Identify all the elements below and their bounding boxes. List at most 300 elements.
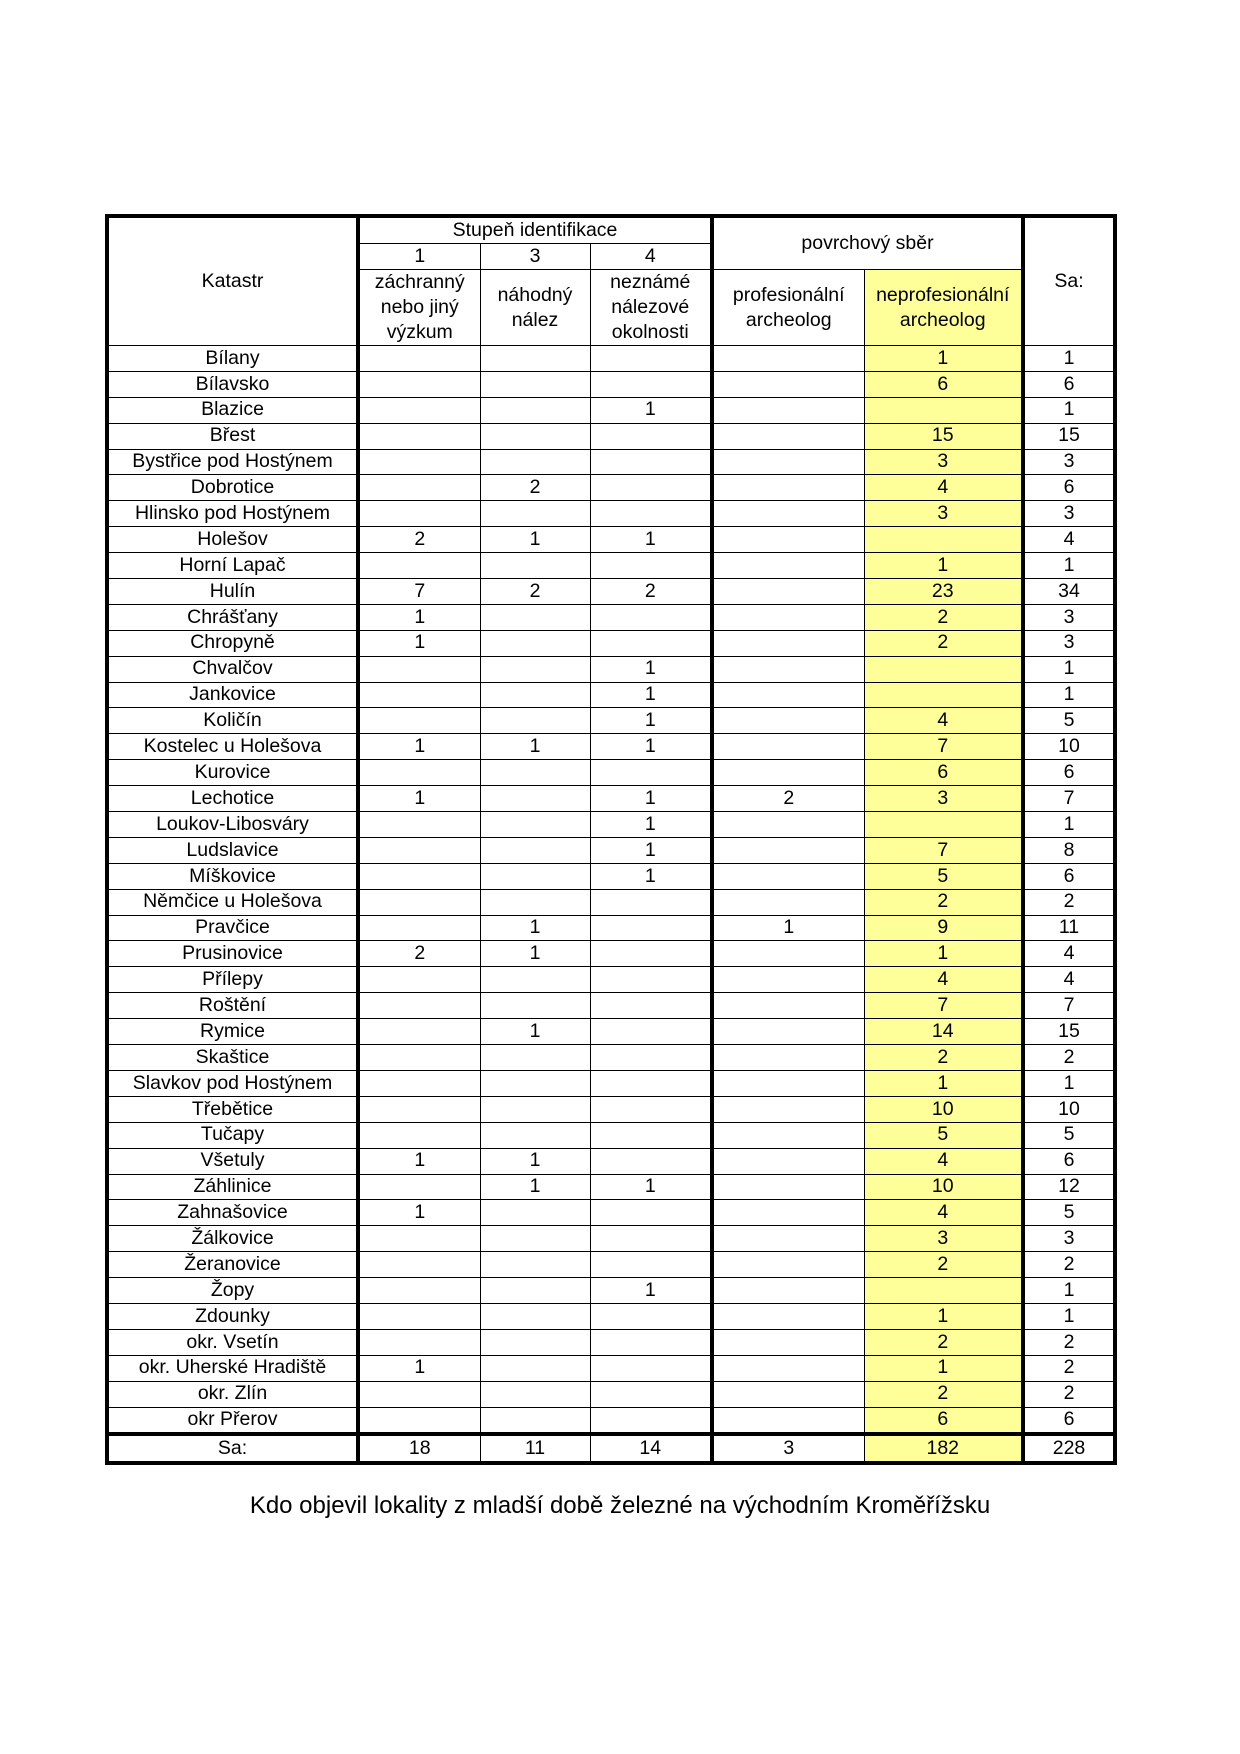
table-row [107,708,1115,734]
cell-neprofesionalni: 5 [864,863,1023,889]
cell-sa: 5 [1023,708,1115,734]
cell-zachranny [358,1070,480,1096]
cell-profesionalni [712,527,864,553]
cell-neprofesionalni: 1 [864,553,1023,579]
cell-nahodny [480,786,590,812]
caption: Kdo objevil lokality z mladší době železné na východním Kroměřížsku [249,1492,991,1519]
cell-nezname [590,760,712,786]
total-sa: 228 [1023,1434,1115,1463]
cell-sa: 5 [1023,1200,1115,1226]
cell-neprofesionalni: 1 [864,941,1023,967]
cell-nahodny [480,1226,590,1252]
cell-zachranny [358,1122,480,1148]
header-sa: Sa: [1023,216,1115,346]
cell-neprofesionalni: 4 [864,708,1023,734]
cell-profesionalni [712,1381,864,1407]
cell-sa: 5 [1023,1122,1115,1148]
cell-zachranny: 1 [358,1355,480,1381]
total-katastr: Sa: [107,1434,358,1463]
cell-nezname [590,1200,712,1226]
cell-neprofesionalni: 23 [864,579,1023,605]
cell-neprofesionalni: 6 [864,371,1023,397]
cell-katastr: Míškovice [107,863,358,889]
cell-nahodny [480,1252,590,1278]
cell-zachranny: 7 [358,579,480,605]
cell-nahodny [480,1122,590,1148]
cell-sa: 1 [1023,1070,1115,1096]
cell-neprofesionalni: 4 [864,1200,1023,1226]
cell-neprofesionalni: 7 [864,734,1023,760]
table-row [107,604,1115,630]
table-row [107,501,1115,527]
cell-profesionalni [712,1329,864,1355]
cell-neprofesionalni: 7 [864,993,1023,1019]
cell-zachranny [358,1278,480,1304]
cell-zachranny [358,475,480,501]
cell-katastr: Hulín [107,579,358,605]
total-neprofesionalni: 182 [864,1434,1023,1463]
cell-zachranny [358,682,480,708]
header-num-1: 1 [358,244,480,270]
cell-nahodny [480,967,590,993]
cell-profesionalni [712,760,864,786]
table-row [107,863,1115,889]
cell-katastr: Lechotice [107,786,358,812]
table-row [107,682,1115,708]
cell-nezname [590,1226,712,1252]
table-wrapper [105,214,1117,1465]
cell-neprofesionalni: 2 [864,1329,1023,1355]
cell-profesionalni [712,579,864,605]
table-row [107,1045,1115,1071]
cell-sa: 2 [1023,1355,1115,1381]
cell-nahodny [480,863,590,889]
cell-katastr: Bílavsko [107,371,358,397]
cell-katastr: Kostelec u Holešova [107,734,358,760]
cell-profesionalni [712,449,864,475]
cell-nahodny [480,1355,590,1381]
cell-katastr: Loukov-Libosváry [107,812,358,838]
cell-katastr: Žeranovice [107,1252,358,1278]
table-row [107,1070,1115,1096]
header-profesionalni: profesionální archeolog [712,270,864,346]
cell-nezname [590,1252,712,1278]
table-row [107,475,1115,501]
cell-zachranny [358,967,480,993]
cell-neprofesionalni [864,656,1023,682]
cell-neprofesionalni [864,1278,1023,1304]
cell-zachranny [358,553,480,579]
cell-profesionalni [712,993,864,1019]
cell-sa: 12 [1023,1174,1115,1200]
cell-nahodny: 1 [480,734,590,760]
cell-nezname [590,1303,712,1329]
cell-nezname [590,475,712,501]
table-row [107,371,1115,397]
cell-sa: 2 [1023,1252,1115,1278]
cell-nezname: 1 [590,863,712,889]
cell-nezname [590,1381,712,1407]
cell-sa: 6 [1023,760,1115,786]
cell-nahodny: 2 [480,475,590,501]
cell-sa: 34 [1023,579,1115,605]
cell-nahodny [480,1045,590,1071]
cell-profesionalni [712,1096,864,1122]
cell-neprofesionalni: 2 [864,630,1023,656]
cell-katastr: Chropyně [107,630,358,656]
cell-profesionalni: 1 [712,915,864,941]
cell-katastr: Količín [107,708,358,734]
cell-profesionalni [712,1070,864,1096]
cell-neprofesionalni: 2 [864,1252,1023,1278]
cell-profesionalni [712,1045,864,1071]
cell-sa: 7 [1023,786,1115,812]
cell-sa: 1 [1023,1278,1115,1304]
cell-profesionalni [712,708,864,734]
cell-katastr: Holešov [107,527,358,553]
totals-row [107,1434,1115,1463]
cell-nezname: 1 [590,682,712,708]
table-row [107,837,1115,863]
cell-sa: 10 [1023,1096,1115,1122]
cell-katastr: Přílepy [107,967,358,993]
cell-katastr: Ludslavice [107,837,358,863]
cell-neprofesionalni: 2 [864,1381,1023,1407]
cell-nezname [590,604,712,630]
cell-nezname [590,1070,712,1096]
cell-profesionalni [712,1303,864,1329]
cell-profesionalni [712,501,864,527]
table-row [107,527,1115,553]
cell-nezname: 1 [590,786,712,812]
cell-zachranny [358,1096,480,1122]
cell-profesionalni [712,397,864,423]
cell-sa: 15 [1023,423,1115,449]
cell-zachranny [358,1252,480,1278]
cell-nahodny: 1 [480,1174,590,1200]
cell-katastr: okr Přerov [107,1407,358,1434]
cell-nahodny: 1 [480,1019,590,1045]
cell-nezname [590,1045,712,1071]
cell-katastr: Hlinsko pod Hostýnem [107,501,358,527]
cell-zachranny [358,1019,480,1045]
cell-katastr: Jankovice [107,682,358,708]
cell-nahodny: 1 [480,1148,590,1174]
cell-nahodny [480,1278,590,1304]
cell-sa: 4 [1023,941,1115,967]
cell-neprofesionalni: 4 [864,1148,1023,1174]
cell-nezname [590,1096,712,1122]
cell-nezname: 1 [590,734,712,760]
table-row [107,889,1115,915]
cell-zachranny [358,993,480,1019]
cell-nahodny [480,397,590,423]
cell-katastr: Chvalčov [107,656,358,682]
cell-sa: 2 [1023,1329,1115,1355]
cell-nahodny [480,1381,590,1407]
cell-neprofesionalni: 3 [864,786,1023,812]
cell-profesionalni [712,863,864,889]
header-neprofesionalni: neprofesionální archeolog [864,270,1023,346]
cell-katastr: Skaštice [107,1045,358,1071]
cell-katastr: Zdounky [107,1303,358,1329]
table-row [107,1226,1115,1252]
cell-neprofesionalni: 6 [864,760,1023,786]
cell-katastr: Bílany [107,346,358,372]
cell-nahodny: 2 [480,579,590,605]
cell-katastr: Roštění [107,993,358,1019]
cell-katastr: Bystřice pod Hostýnem [107,449,358,475]
cell-zachranny [358,1303,480,1329]
cell-sa: 15 [1023,1019,1115,1045]
cell-nahodny [480,1070,590,1096]
cell-nahodny [480,1200,590,1226]
cell-zachranny [358,812,480,838]
header-num-3: 3 [480,244,590,270]
table-row [107,915,1115,941]
cell-nezname [590,1329,712,1355]
cell-profesionalni: 2 [712,786,864,812]
cell-sa: 6 [1023,863,1115,889]
cell-nahodny [480,837,590,863]
cell-neprofesionalni [864,812,1023,838]
cell-neprofesionalni: 1 [864,346,1023,372]
cell-zachranny: 2 [358,527,480,553]
table-row [107,1019,1115,1045]
cell-neprofesionalni: 5 [864,1122,1023,1148]
cell-katastr: okr. Vsetín [107,1329,358,1355]
table-row [107,1355,1115,1381]
cell-nahodny [480,1096,590,1122]
table-row [107,967,1115,993]
cell-sa: 3 [1023,501,1115,527]
header-povrchovy-sber: povrchový sběr [712,216,1023,270]
cell-katastr: Blazice [107,397,358,423]
cell-zachranny [358,889,480,915]
cell-profesionalni [712,423,864,449]
table-row [107,786,1115,812]
table-row [107,1381,1115,1407]
cell-nezname: 1 [590,656,712,682]
cell-profesionalni [712,630,864,656]
cell-zachranny [358,371,480,397]
cell-sa: 11 [1023,915,1115,941]
cell-neprofesionalni: 9 [864,915,1023,941]
cell-neprofesionalni: 4 [864,967,1023,993]
cell-katastr: Záhlinice [107,1174,358,1200]
cell-sa: 1 [1023,656,1115,682]
cell-profesionalni [712,553,864,579]
cell-sa: 4 [1023,527,1115,553]
cell-profesionalni [712,734,864,760]
cell-neprofesionalni: 1 [864,1355,1023,1381]
table-row [107,1303,1115,1329]
cell-zachranny [358,397,480,423]
cell-profesionalni [712,941,864,967]
cell-nahodny [480,449,590,475]
cell-nahodny: 1 [480,527,590,553]
cell-nahodny [480,656,590,682]
cell-neprofesionalni: 3 [864,1226,1023,1252]
total-zachranny: 18 [358,1434,480,1463]
table-row [107,553,1115,579]
cell-nahodny [480,1303,590,1329]
total-nahodny: 11 [480,1434,590,1463]
cell-katastr: Všetuly [107,1148,358,1174]
cell-sa: 2 [1023,889,1115,915]
cell-katastr: Třebětice [107,1096,358,1122]
table-row [107,1200,1115,1226]
cell-zachranny: 1 [358,630,480,656]
cell-nezname [590,1407,712,1434]
cell-nezname [590,449,712,475]
table-row [107,1278,1115,1304]
header-zachranny: záchranný nebo jiný výzkum [358,270,480,346]
table-row [107,760,1115,786]
cell-neprofesionalni: 1 [864,1070,1023,1096]
cell-nezname: 2 [590,579,712,605]
cell-zachranny [358,708,480,734]
cell-nahodny [480,346,590,372]
cell-katastr: Kurovice [107,760,358,786]
cell-nezname: 1 [590,1278,712,1304]
cell-nahodny [480,993,590,1019]
cell-nezname [590,1122,712,1148]
cell-profesionalni [712,1278,864,1304]
cell-zachranny: 2 [358,941,480,967]
cell-zachranny [358,656,480,682]
cell-sa: 3 [1023,1226,1115,1252]
data-table [105,214,1117,1465]
cell-profesionalni [712,967,864,993]
cell-profesionalni [712,812,864,838]
table-row [107,397,1115,423]
cell-profesionalni [712,1226,864,1252]
cell-zachranny [358,501,480,527]
cell-zachranny [358,1174,480,1200]
cell-nezname [590,993,712,1019]
cell-katastr: okr. Uherské Hradiště [107,1355,358,1381]
cell-zachranny: 1 [358,734,480,760]
cell-profesionalni [712,475,864,501]
cell-nahodny [480,812,590,838]
cell-sa: 7 [1023,993,1115,1019]
table-row [107,993,1115,1019]
cell-nezname: 1 [590,397,712,423]
cell-nahodny [480,604,590,630]
cell-katastr: Tučapy [107,1122,358,1148]
cell-profesionalni [712,1355,864,1381]
total-nezname: 14 [590,1434,712,1463]
cell-profesionalni [712,889,864,915]
cell-nahodny [480,423,590,449]
cell-neprofesionalni: 10 [864,1096,1023,1122]
cell-sa: 6 [1023,371,1115,397]
cell-nezname [590,967,712,993]
cell-zachranny [358,346,480,372]
cell-nahodny [480,1407,590,1434]
cell-katastr: Horní Lapač [107,553,358,579]
cell-profesionalni [712,346,864,372]
cell-katastr: Žopy [107,1278,358,1304]
cell-neprofesionalni: 2 [864,604,1023,630]
cell-zachranny [358,760,480,786]
cell-nahodny: 1 [480,915,590,941]
cell-nezname [590,630,712,656]
cell-profesionalni [712,682,864,708]
cell-sa: 1 [1023,812,1115,838]
table-body [107,346,1115,1435]
cell-nezname [590,1019,712,1045]
cell-neprofesionalni: 1 [864,1303,1023,1329]
cell-neprofesionalni: 2 [864,889,1023,915]
cell-nezname [590,371,712,397]
cell-nezname [590,423,712,449]
cell-zachranny [358,1329,480,1355]
cell-profesionalni [712,371,864,397]
cell-nahodny [480,371,590,397]
cell-nezname [590,346,712,372]
table-row [107,346,1115,372]
cell-sa: 1 [1023,553,1115,579]
header-stupen-identifikace: Stupeň identifikace [358,216,712,244]
cell-sa: 10 [1023,734,1115,760]
cell-nezname: 1 [590,527,712,553]
total-profesionalni: 3 [712,1434,864,1463]
cell-katastr: Zahnašovice [107,1200,358,1226]
cell-nezname [590,501,712,527]
cell-profesionalni [712,1148,864,1174]
cell-profesionalni [712,837,864,863]
cell-nezname: 1 [590,812,712,838]
cell-zachranny [358,837,480,863]
cell-nezname [590,915,712,941]
cell-neprofesionalni: 14 [864,1019,1023,1045]
cell-sa: 3 [1023,604,1115,630]
cell-katastr: Rymice [107,1019,358,1045]
cell-zachranny: 1 [358,1148,480,1174]
header-nezname: neznámé nálezové okolnosti [590,270,712,346]
cell-nahodny [480,708,590,734]
table-row [107,1407,1115,1434]
header-katastr: Katastr [107,216,358,346]
cell-sa: 3 [1023,449,1115,475]
cell-neprofesionalni: 6 [864,1407,1023,1434]
table-row [107,579,1115,605]
cell-zachranny [358,1045,480,1071]
cell-zachranny [358,423,480,449]
cell-nezname: 1 [590,1174,712,1200]
header-num-4: 4 [590,244,712,270]
cell-nahodny [480,682,590,708]
cell-sa: 1 [1023,397,1115,423]
cell-profesionalni [712,1019,864,1045]
cell-neprofesionalni: 2 [864,1045,1023,1071]
cell-katastr: Němčice u Holešova [107,889,358,915]
cell-nahodny [480,501,590,527]
cell-nezname [590,1148,712,1174]
table-row [107,1252,1115,1278]
cell-nezname [590,941,712,967]
cell-profesionalni [712,1122,864,1148]
cell-zachranny [358,863,480,889]
cell-neprofesionalni [864,397,1023,423]
cell-sa: 1 [1023,346,1115,372]
cell-sa: 4 [1023,967,1115,993]
cell-neprofesionalni: 10 [864,1174,1023,1200]
cell-nahodny [480,1329,590,1355]
table-row [107,423,1115,449]
